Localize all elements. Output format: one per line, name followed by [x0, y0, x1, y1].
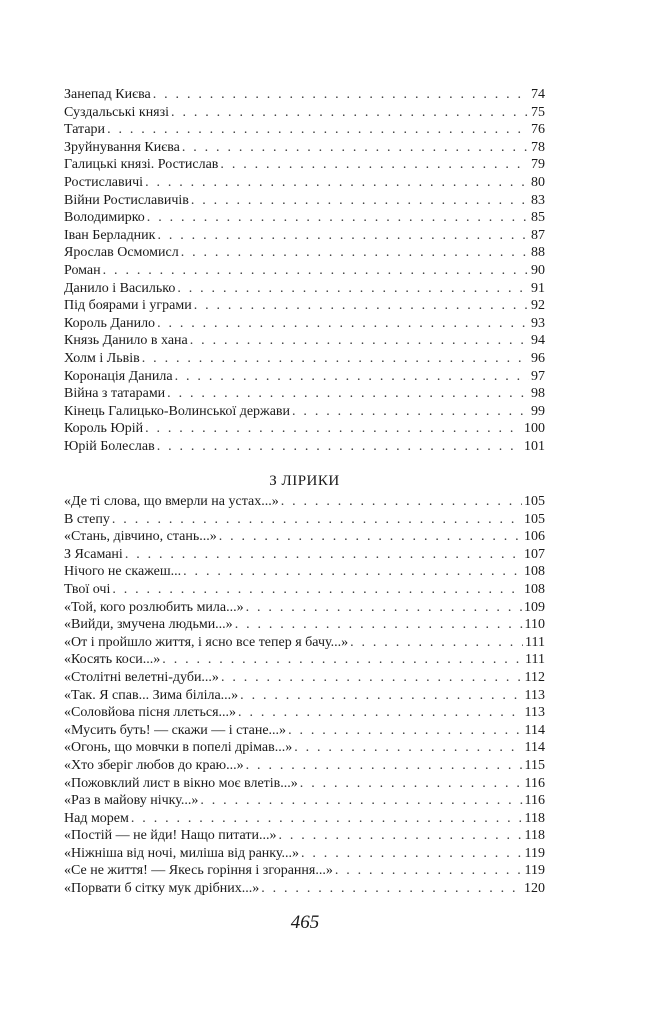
- toc-entry-title: «От і пройшло життя, і ясно все тепер я бачу...»: [64, 634, 349, 650]
- toc-entry: [64, 174, 545, 192]
- toc-entry-page: 108: [524, 564, 545, 580]
- toc-entry-title: «Ніжніша від ночі, миліша від ранку...»: [64, 845, 299, 861]
- dot-leader: [103, 262, 529, 280]
- toc-entry-title: «Се не життя! — Якесь горіння і згорання...»: [64, 863, 333, 879]
- toc-entry: [64, 687, 545, 705]
- toc-entry-title: Війна з татарами: [64, 386, 166, 402]
- dot-leader: [350, 634, 523, 652]
- dot-leader: [157, 315, 529, 333]
- toc-entry: [64, 297, 545, 315]
- toc-entry-title: «Порвати б сітку мук дрібних...»: [64, 881, 260, 897]
- dot-leader: [246, 757, 523, 775]
- toc-entry-page: 116: [524, 793, 545, 809]
- toc-entry-title: «Так. Я спав... Зима біліла...»: [64, 687, 239, 703]
- dot-leader: [220, 156, 529, 174]
- dot-leader: [288, 722, 522, 740]
- toc-entry-title: Король Юрій: [64, 421, 144, 437]
- toc-entry-page: 74: [531, 87, 545, 102]
- toc-entry-page: 107: [524, 546, 545, 562]
- dot-leader: [294, 739, 522, 757]
- toc-entry: [64, 86, 545, 104]
- toc-entry: [64, 845, 545, 863]
- dot-leader: [221, 669, 523, 687]
- toc-entry: [64, 315, 545, 333]
- dot-leader: [145, 174, 529, 192]
- toc-entry: [64, 368, 545, 386]
- toc-entry-page: 113: [524, 687, 545, 703]
- toc-entry-title: Суздальські князі: [64, 104, 170, 120]
- toc-entry: [64, 599, 545, 617]
- toc-entry-page: 111: [525, 634, 545, 650]
- toc-entry-title: «Огонь, що мовчки в попелі дрімав...»: [64, 740, 293, 756]
- toc-entry: [64, 669, 545, 687]
- dot-leader: [194, 297, 529, 315]
- toc-entry-title: «Постій — не йди! Нащо питати...»: [64, 828, 277, 844]
- toc-entry-title: «Мусить буть! — скажи — і стане...»: [64, 722, 287, 738]
- toc-entry-page: 105: [524, 494, 545, 509]
- toc-entry: [64, 563, 545, 581]
- toc-entry-page: 109: [524, 599, 545, 615]
- toc-entry-page: 119: [524, 863, 545, 879]
- toc-entry-page: 110: [524, 617, 545, 633]
- toc-entry-page: 108: [524, 581, 545, 597]
- toc-entry-page: 118: [524, 810, 545, 826]
- toc-entry-page: 119: [524, 845, 545, 861]
- dot-leader: [167, 385, 529, 403]
- dot-leader: [300, 775, 523, 793]
- toc-entry-page: 91: [531, 280, 545, 296]
- toc-entry: [64, 493, 545, 511]
- toc-entry-title: Холм і Львів: [64, 350, 140, 366]
- toc-entry-page: 93: [531, 315, 545, 331]
- toc-entry-title: Роман: [64, 262, 101, 278]
- toc-entry-title: Князь Данило в хана: [64, 333, 188, 349]
- toc-entry: [64, 862, 545, 880]
- dot-leader: [182, 139, 529, 157]
- toc-entry: [64, 385, 545, 403]
- toc-entry-page: 105: [524, 511, 545, 527]
- toc-entry: [64, 651, 545, 669]
- dot-leader: [181, 244, 529, 262]
- dot-leader: [292, 403, 529, 421]
- toc-entry-page: 101: [524, 438, 545, 454]
- dot-leader: [200, 792, 522, 810]
- toc-entry-title: Нічого не скажеш...: [64, 564, 182, 580]
- toc-entry-page: 116: [524, 775, 545, 791]
- toc-entry: [64, 511, 545, 529]
- toc-entry-page: 100: [524, 421, 545, 437]
- toc-entry-title: «Раз в майову нічку...»: [64, 793, 199, 809]
- dot-leader: [107, 121, 529, 139]
- toc-entry-title: Ярослав Осмомисл: [64, 245, 179, 261]
- toc-entry: [64, 403, 545, 421]
- toc-entry-title: Король Данило: [64, 315, 156, 331]
- toc-entry-page: 75: [531, 104, 545, 120]
- toc-entry: [64, 332, 545, 350]
- toc-entry: [64, 757, 545, 775]
- page-number: 465: [290, 912, 320, 933]
- toc-entry-title: Юрій Болеслав: [64, 438, 155, 454]
- dot-leader: [301, 845, 523, 863]
- toc-entry-title: Під боярами і уграми: [64, 298, 192, 314]
- toc-entry: [64, 739, 545, 757]
- dot-leader: [279, 827, 523, 845]
- toc-entry-title: В степу: [64, 511, 110, 527]
- toc-entry: [64, 546, 545, 564]
- toc-entry: [64, 581, 545, 599]
- toc-entry: [64, 280, 545, 298]
- toc-entry-page: 92: [531, 298, 545, 314]
- toc-entry-page: 118: [524, 828, 545, 844]
- toc-entry-page: 114: [524, 740, 545, 756]
- toc-entry: [64, 192, 545, 210]
- dot-leader: [261, 880, 522, 898]
- dot-leader: [142, 350, 529, 368]
- toc-lyrics-list: [64, 493, 545, 898]
- toc-entry-page: 96: [531, 350, 545, 366]
- toc-entry: [64, 438, 545, 456]
- toc-entry-title: «Косять коси...»: [64, 652, 161, 668]
- dot-leader: [162, 651, 523, 669]
- toc-entry-page: 87: [531, 227, 545, 243]
- toc-entry-title: «Де ті слова, що вмерли на устах...»: [64, 494, 279, 509]
- toc-entry: [64, 227, 545, 245]
- toc-entry-page: 113: [524, 705, 545, 721]
- dot-leader: [125, 546, 522, 564]
- toc-entry-title: «Стань, дівчино, стань...»: [64, 529, 217, 545]
- dot-leader: [175, 368, 529, 386]
- dot-leader: [281, 493, 522, 511]
- toc-entry-title: Війни Ростиславичів: [64, 192, 189, 208]
- toc-entry: [64, 121, 545, 139]
- toc-entry-title: Твої очі: [64, 581, 111, 597]
- dot-leader: [191, 192, 529, 210]
- dot-leader: [153, 86, 529, 104]
- dot-leader: [238, 704, 522, 722]
- dot-leader: [157, 227, 529, 245]
- toc-entry-title: «Соловйова пісня ллється...»: [64, 705, 237, 721]
- toc-entry-title: «Хто зберіг любов до краю...»: [64, 757, 244, 773]
- toc-entry: [64, 528, 545, 546]
- toc-entry: [64, 792, 545, 810]
- toc-entry-page: 90: [531, 262, 545, 278]
- toc-entry-title: Данило і Василько: [64, 280, 176, 296]
- dot-leader: [240, 687, 522, 705]
- toc-entry-title: Над морем: [64, 810, 129, 826]
- dot-leader: [235, 616, 523, 634]
- toc-entry: [64, 616, 545, 634]
- dot-leader: [157, 438, 522, 456]
- toc-entry: [64, 775, 545, 793]
- toc-entry: [64, 810, 545, 828]
- dot-leader: [112, 511, 522, 529]
- toc-entry: [64, 139, 545, 157]
- toc-entry: [64, 722, 545, 740]
- toc-entry-page: 114: [524, 722, 545, 738]
- toc-entry-page: 98: [531, 386, 545, 402]
- toc-entry-page: 78: [531, 139, 545, 155]
- toc-entry-title: Зруйнування Києва: [64, 139, 180, 155]
- toc-entry-page: 83: [531, 192, 545, 208]
- dot-leader: [112, 581, 522, 599]
- toc-entry-title: «Вийди, змучена людьми...»: [64, 617, 233, 633]
- dot-leader: [147, 209, 529, 227]
- dot-leader: [335, 862, 523, 880]
- toc-entry-page: 97: [531, 368, 545, 384]
- toc-entry-page: 80: [531, 174, 545, 190]
- toc-entry-page: 111: [525, 652, 545, 668]
- toc-entry: [64, 104, 545, 122]
- toc-entry-title: «Пожовклий лист в вікно моє влетів...»: [64, 775, 298, 791]
- toc-entry-title: Занепад Києва: [64, 87, 151, 102]
- toc-entry-title: Кінець Галицько-Волинської держави: [64, 403, 291, 419]
- toc-entry-page: 88: [531, 245, 545, 261]
- toc-entry: [64, 350, 545, 368]
- toc-entry-page: 112: [524, 669, 545, 685]
- dot-leader: [171, 104, 529, 122]
- toc-entry: [64, 420, 545, 438]
- toc-entry-title: Галицькі князі. Ростислав: [64, 157, 219, 173]
- toc-entry: [64, 880, 545, 898]
- toc-entry-page: 99: [531, 403, 545, 419]
- dot-leader: [183, 563, 522, 581]
- toc-entry-title: Іван Берладник: [64, 227, 156, 243]
- dot-leader: [131, 810, 523, 828]
- toc-entry-title: Ростиславичі: [64, 174, 144, 190]
- dot-leader: [177, 280, 529, 298]
- dot-leader: [246, 599, 522, 617]
- toc-entry: [64, 156, 545, 174]
- toc-entry-page: 76: [531, 122, 545, 138]
- toc-entry-title: «Той, кого розлюбить мила...»: [64, 599, 244, 615]
- toc-entry-title: «Столітні велетні-дуби...»: [64, 669, 219, 685]
- toc-entry-title: Татари: [64, 122, 106, 138]
- section-heading: З ЛІРИКИ: [269, 473, 340, 489]
- toc-entry-page: 85: [531, 210, 545, 226]
- toc-entry: [64, 262, 545, 280]
- dot-leader: [219, 528, 522, 546]
- toc-history-list: [64, 86, 545, 455]
- toc-entry-title: Володимирко: [64, 210, 145, 226]
- toc-entry-title: Коронація Данила: [64, 368, 173, 384]
- toc-entry-page: 120: [524, 881, 545, 897]
- toc-entry: [64, 827, 545, 845]
- dot-leader: [190, 332, 529, 350]
- toc-entry-page: 106: [524, 529, 545, 545]
- toc-entry: [64, 209, 545, 227]
- toc-entry-title: З Ясамані: [64, 546, 123, 562]
- toc-entry: [64, 704, 545, 722]
- toc-entry: [64, 634, 545, 652]
- toc-entry-page: 94: [531, 333, 545, 349]
- toc-entry: [64, 244, 545, 262]
- toc-entry-page: 79: [531, 157, 545, 173]
- toc-entry-page: 115: [524, 757, 545, 773]
- dot-leader: [145, 420, 522, 438]
